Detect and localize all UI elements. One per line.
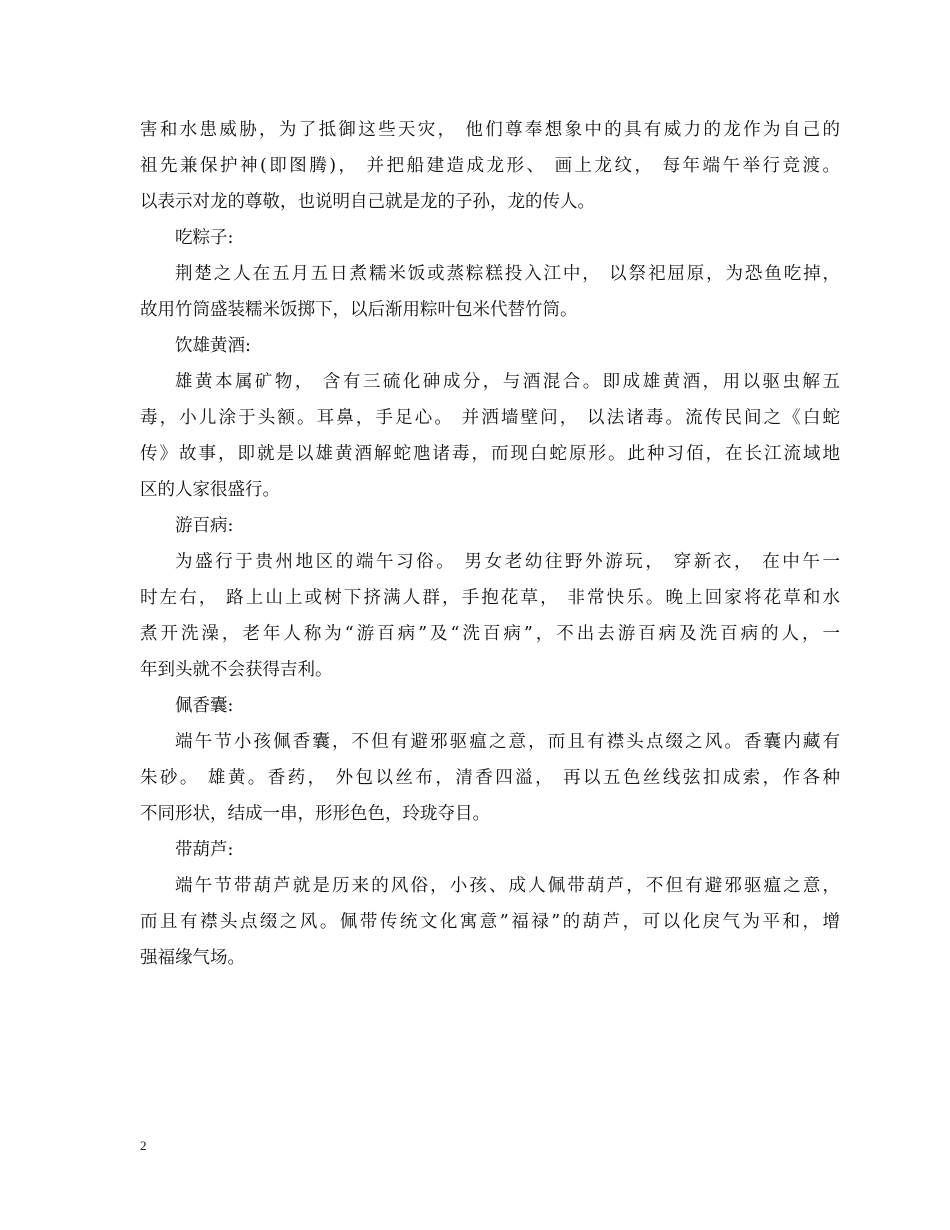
section-heading: 吃粽子:	[175, 228, 234, 248]
section-heading: 佩香囊:	[175, 696, 234, 716]
text-line: 传》故事，即就是以雄黄酒解蛇虺诸毒，而现白蛇原形。此种习佰，在长江流域地	[140, 444, 840, 464]
section-heading: 游百病:	[175, 516, 234, 536]
text-line: 时左右， 路上山上或树下挤满人群，手抱花草， 非常快乐。晚上回家将花草和水	[140, 588, 840, 608]
text-line: 为盛行于贵州地区的端午习俗。 男女老幼往野外游玩， 穿新衣， 在中午一	[175, 552, 840, 572]
text-line: 区的人家很盛行。	[140, 480, 280, 500]
text-line: 强福缘气场。	[140, 948, 245, 968]
text-line: 而且有襟头点缀之风。佩带传统文化寓意”福禄”的葫芦，可以化戾气为平和，增	[140, 912, 840, 932]
section-heading: 带葫芦:	[175, 840, 234, 860]
section-heading: 饮雄黄酒:	[175, 336, 251, 356]
text-line: 荆楚之人在五月五日煮糯米饭或蒸粽糕投入江中， 以祭祀屈原，为恐鱼吃掉，	[175, 264, 840, 284]
text-line: 朱砂。 雄黄。香药， 外包以丝布，清香四溢， 再以五色丝线弦扣成索，作各种	[140, 768, 840, 788]
body-text	[140, 112, 840, 976]
text-line: 雄黄本属矿物， 含有三硫化砷成分，与酒混合。即成雄黄酒，用以驱虫解五	[175, 372, 840, 392]
text-line: 毒，小儿涂于头额。耳鼻，手足心。 并洒墙壁问， 以法诸毒。流传民间之《白蛇	[140, 408, 840, 428]
page-number: 2	[140, 1138, 147, 1153]
text-line: 端午节带葫芦就是历来的风俗，小孩、成人佩带葫芦，不但有避邪驱瘟之意，	[175, 876, 840, 896]
text-line: 以表示对龙的尊敬，也说明自己就是龙的子孙，龙的传人。	[140, 192, 595, 212]
text-line: 年到头就不会获得吉利。	[140, 660, 333, 680]
text-line: 祖先兼保护神(即图腾)， 并把船建造成龙形、 画上龙纹， 每年端午举行竞渡。	[140, 156, 840, 176]
text-line: 不同形状，结成一串，形形色色，玲珑夺目。	[140, 804, 490, 824]
text-line: 害和水患威胁，为了抵御这些天灾， 他们尊奉想象中的具有威力的龙作为自己的	[140, 120, 840, 140]
text-line: 煮开洗澡，老年人称为“游百病”及“洗百病”，不出去游百病及洗百病的人，一	[140, 624, 840, 644]
text-line: 端午节小孩佩香囊，不但有避邪驱瘟之意，而且有襟头点缀之风。香囊内藏有	[175, 732, 840, 752]
text-line: 故用竹筒盛装糯米饭掷下，以后渐用粽叶包米代替竹筒。	[140, 300, 578, 320]
